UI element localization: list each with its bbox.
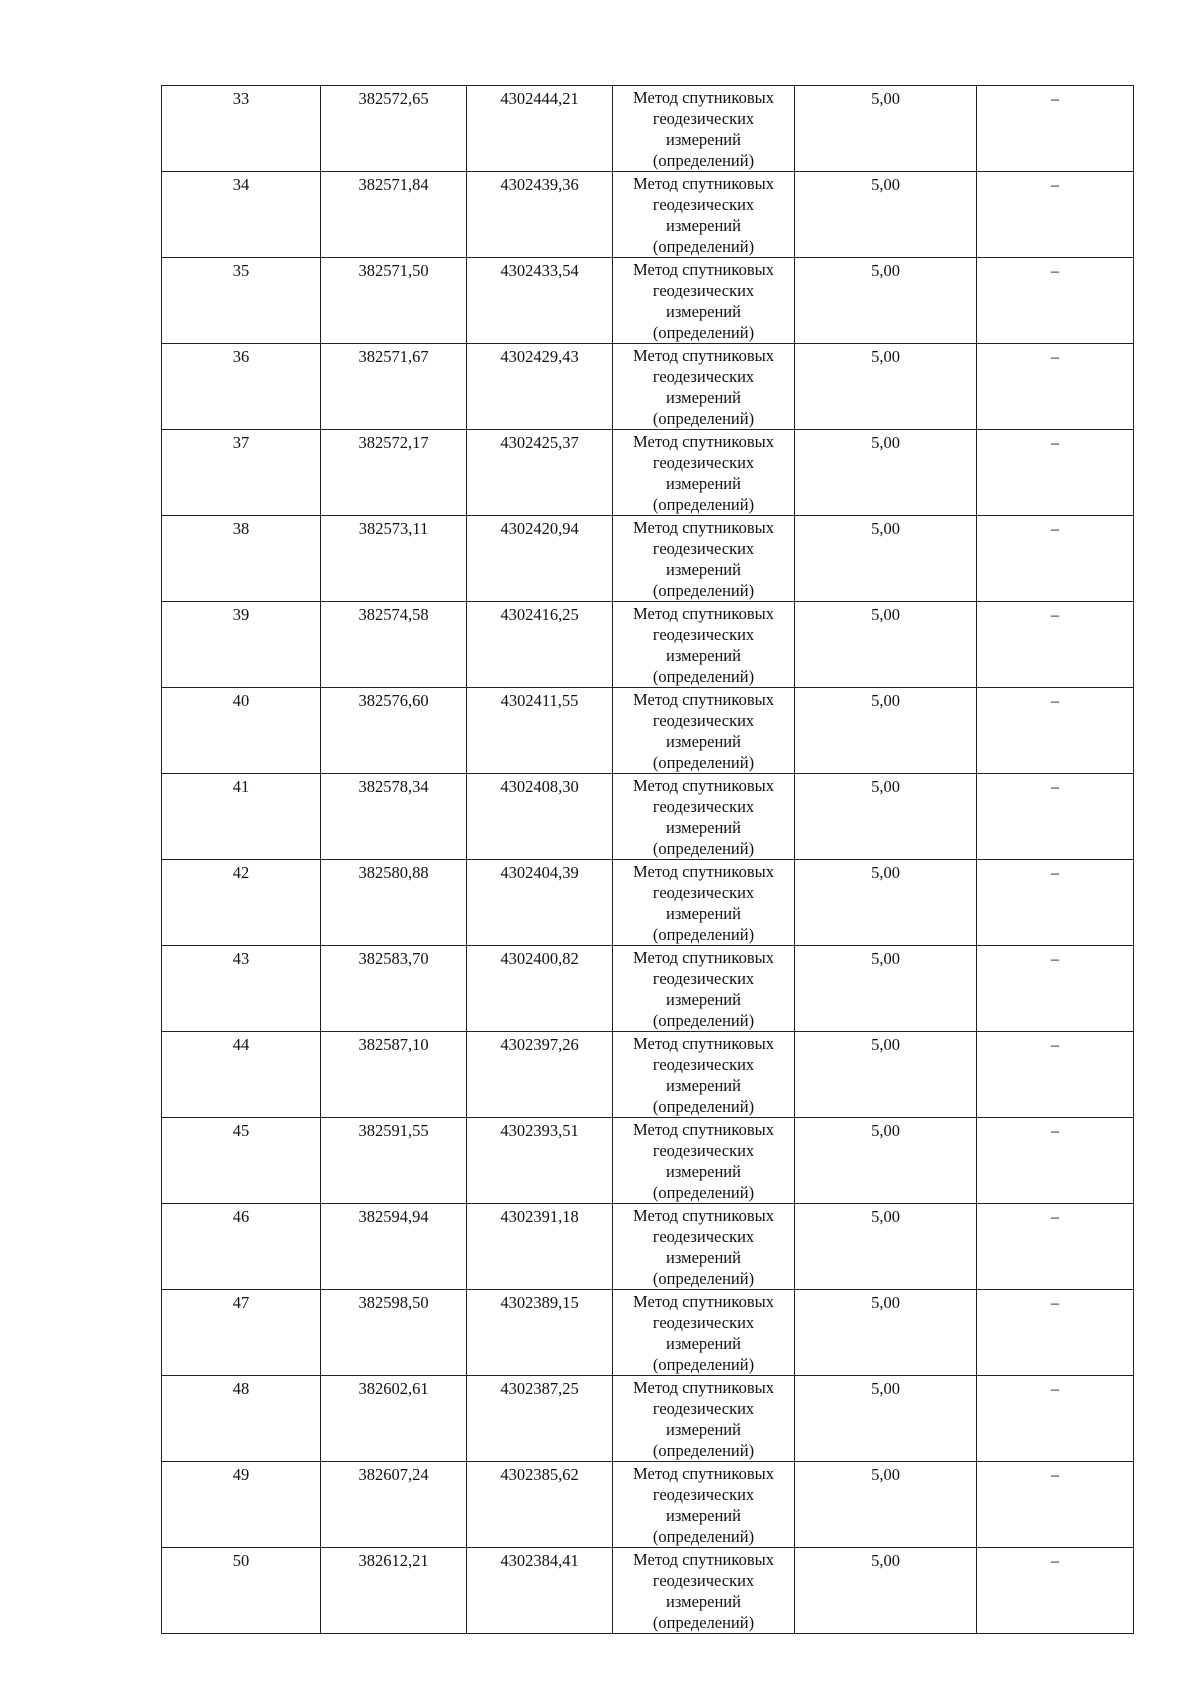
accuracy-cell: [795, 774, 977, 860]
accuracy-cell: [795, 1462, 977, 1548]
x-coordinate-cell: [321, 344, 467, 430]
point-number-cell: [162, 516, 321, 602]
method-cell: [613, 1376, 795, 1462]
method-cell: [613, 602, 795, 688]
x-coordinate-cell: [321, 172, 467, 258]
description-cell-text: –: [1050, 691, 1060, 710]
method-cell-text: Метод спутниковых геодезических измерений (определений): [633, 1206, 774, 1288]
accuracy-cell: [795, 344, 977, 430]
method-cell: [613, 946, 795, 1032]
y-coordinate-cell-text: 4302387,25: [500, 1379, 579, 1398]
description-cell-text: –: [1050, 261, 1060, 280]
table-row: [162, 516, 1134, 602]
accuracy-cell: [795, 860, 977, 946]
x-coordinate-cell: [321, 516, 467, 602]
x-coordinate-cell-text: 382591,55: [358, 1121, 429, 1140]
accuracy-cell-text: 5,00: [871, 863, 900, 882]
coordinates-table-body: [162, 86, 1134, 1634]
point-number-cell-text: 48: [232, 1379, 250, 1398]
description-cell: [977, 860, 1134, 946]
table-row: [162, 1290, 1134, 1376]
y-coordinate-cell-text: 4302439,36: [500, 175, 579, 194]
point-number-cell: [162, 1548, 321, 1634]
method-cell: [613, 688, 795, 774]
description-cell-text: –: [1050, 433, 1060, 452]
description-cell: [977, 86, 1134, 172]
y-coordinate-cell-text: 4302393,51: [500, 1121, 579, 1140]
description-cell: [977, 258, 1134, 344]
accuracy-cell-text: 5,00: [871, 1035, 900, 1054]
accuracy-cell: [795, 1376, 977, 1462]
point-number-cell: [162, 430, 321, 516]
x-coordinate-cell: [321, 430, 467, 516]
accuracy-cell: [795, 172, 977, 258]
accuracy-cell-text: 5,00: [871, 1465, 900, 1484]
table-row: [162, 1376, 1134, 1462]
method-cell: [613, 1462, 795, 1548]
x-coordinate-cell-text: 382598,50: [358, 1293, 429, 1312]
point-number-cell-text: 42: [232, 863, 250, 882]
accuracy-cell: [795, 1548, 977, 1634]
method-cell: [613, 516, 795, 602]
accuracy-cell-text: 5,00: [871, 949, 900, 968]
method-cell-text: Метод спутниковых геодезических измерений (определений): [633, 948, 774, 1030]
coordinates-table: [161, 85, 1134, 1634]
point-number-cell-text: 45: [232, 1121, 250, 1140]
point-number-cell: [162, 344, 321, 430]
table-row: [162, 946, 1134, 1032]
x-coordinate-cell-text: 382578,34: [358, 777, 429, 796]
description-cell: [977, 516, 1134, 602]
accuracy-cell-text: 5,00: [871, 605, 900, 624]
point-number-cell-text: 44: [232, 1035, 250, 1054]
x-coordinate-cell-text: 382583,70: [358, 949, 429, 968]
point-number-cell-text: 50: [232, 1551, 250, 1570]
accuracy-cell: [795, 1204, 977, 1290]
description-cell: [977, 1548, 1134, 1634]
accuracy-cell: [795, 946, 977, 1032]
x-coordinate-cell: [321, 774, 467, 860]
point-number-cell: [162, 1462, 321, 1548]
description-cell-text: –: [1050, 949, 1060, 968]
y-coordinate-cell-text: 4302384,41: [500, 1551, 579, 1570]
description-cell-text: –: [1050, 1035, 1060, 1054]
accuracy-cell: [795, 258, 977, 344]
point-number-cell: [162, 1204, 321, 1290]
y-coordinate-cell-text: 4302400,82: [500, 949, 579, 968]
method-cell-text: Метод спутниковых геодезических измерений (определений): [633, 174, 774, 256]
point-number-cell: [162, 688, 321, 774]
method-cell: [613, 86, 795, 172]
point-number-cell-text: 40: [232, 691, 250, 710]
y-coordinate-cell: [467, 1376, 613, 1462]
y-coordinate-cell-text: 4302411,55: [500, 691, 579, 710]
y-coordinate-cell: [467, 774, 613, 860]
x-coordinate-cell: [321, 860, 467, 946]
description-cell: [977, 430, 1134, 516]
method-cell: [613, 344, 795, 430]
description-cell: [977, 1290, 1134, 1376]
x-coordinate-cell-text: 382572,17: [358, 433, 429, 452]
table-row: [162, 1548, 1134, 1634]
table-row: [162, 430, 1134, 516]
x-coordinate-cell: [321, 86, 467, 172]
point-number-cell-text: 37: [232, 433, 250, 452]
method-cell-text: Метод спутниковых геодезических измерений (определений): [633, 88, 774, 170]
y-coordinate-cell: [467, 1032, 613, 1118]
x-coordinate-cell: [321, 1204, 467, 1290]
description-cell: [977, 1376, 1134, 1462]
y-coordinate-cell: [467, 1118, 613, 1204]
method-cell: [613, 430, 795, 516]
method-cell-text: Метод спутниковых геодезических измерений (определений): [633, 1550, 774, 1632]
x-coordinate-cell: [321, 1032, 467, 1118]
table-row: [162, 258, 1134, 344]
description-cell-text: –: [1050, 519, 1060, 538]
y-coordinate-cell-text: 4302420,94: [500, 519, 579, 538]
method-cell-text: Метод спутниковых геодезических измерений (определений): [633, 690, 774, 772]
point-number-cell-text: 34: [232, 175, 250, 194]
method-cell: [613, 1290, 795, 1376]
description-cell-text: –: [1050, 347, 1060, 366]
method-cell-text: Метод спутниковых геодезических измерений (определений): [633, 862, 774, 944]
accuracy-cell-text: 5,00: [871, 89, 900, 108]
point-number-cell: [162, 1376, 321, 1462]
description-cell-text: –: [1050, 1293, 1060, 1312]
point-number-cell-text: 36: [232, 347, 250, 366]
description-cell-text: –: [1050, 777, 1060, 796]
y-coordinate-cell-text: 4302425,37: [500, 433, 579, 452]
method-cell-text: Метод спутниковых геодезических измерений (определений): [633, 346, 774, 428]
y-coordinate-cell-text: 4302416,25: [500, 605, 579, 624]
description-cell: [977, 1032, 1134, 1118]
method-cell-text: Метод спутниковых геодезических измерений (определений): [633, 260, 774, 342]
table-row: [162, 774, 1134, 860]
y-coordinate-cell: [467, 172, 613, 258]
x-coordinate-cell-text: 382580,88: [358, 863, 429, 882]
y-coordinate-cell: [467, 430, 613, 516]
y-coordinate-cell-text: 4302429,43: [500, 347, 579, 366]
y-coordinate-cell-text: 4302433,54: [500, 261, 579, 280]
y-coordinate-cell: [467, 1290, 613, 1376]
description-cell-text: –: [1050, 1551, 1060, 1570]
point-number-cell-text: 41: [232, 777, 250, 796]
method-cell: [613, 172, 795, 258]
table-row: [162, 172, 1134, 258]
accuracy-cell: [795, 516, 977, 602]
point-number-cell-text: 39: [232, 605, 250, 624]
point-number-cell: [162, 86, 321, 172]
table-row: [162, 1118, 1134, 1204]
point-number-cell-text: 43: [232, 949, 250, 968]
accuracy-cell: [795, 1118, 977, 1204]
description-cell: [977, 172, 1134, 258]
y-coordinate-cell: [467, 688, 613, 774]
description-cell: [977, 1462, 1134, 1548]
x-coordinate-cell-text: 382612,21: [358, 1551, 429, 1570]
point-number-cell: [162, 258, 321, 344]
x-coordinate-cell: [321, 1462, 467, 1548]
point-number-cell: [162, 602, 321, 688]
y-coordinate-cell-text: 4302389,15: [500, 1293, 579, 1312]
point-number-cell-text: 38: [232, 519, 250, 538]
method-cell-text: Метод спутниковых геодезических измерений (определений): [633, 1378, 774, 1460]
y-coordinate-cell: [467, 860, 613, 946]
x-coordinate-cell: [321, 946, 467, 1032]
y-coordinate-cell-text: 4302391,18: [500, 1207, 579, 1226]
x-coordinate-cell-text: 382602,61: [358, 1379, 429, 1398]
method-cell: [613, 774, 795, 860]
y-coordinate-cell: [467, 1548, 613, 1634]
accuracy-cell: [795, 1290, 977, 1376]
x-coordinate-cell-text: 382607,24: [358, 1465, 429, 1484]
y-coordinate-cell: [467, 946, 613, 1032]
accuracy-cell-text: 5,00: [871, 433, 900, 452]
accuracy-cell-text: 5,00: [871, 1121, 900, 1140]
method-cell: [613, 1118, 795, 1204]
x-coordinate-cell-text: 382594,94: [358, 1207, 429, 1226]
accuracy-cell-text: 5,00: [871, 1207, 900, 1226]
accuracy-cell-text: 5,00: [871, 777, 900, 796]
description-cell: [977, 688, 1134, 774]
description-cell-text: –: [1050, 1207, 1060, 1226]
y-coordinate-cell: [467, 1462, 613, 1548]
accuracy-cell: [795, 602, 977, 688]
accuracy-cell-text: 5,00: [871, 347, 900, 366]
description-cell: [977, 602, 1134, 688]
description-cell-text: –: [1050, 1465, 1060, 1484]
x-coordinate-cell: [321, 1548, 467, 1634]
y-coordinate-cell: [467, 344, 613, 430]
description-cell-text: –: [1050, 175, 1060, 194]
method-cell-text: Метод спутниковых геодезических измерений (определений): [633, 1292, 774, 1374]
accuracy-cell-text: 5,00: [871, 1293, 900, 1312]
table-row: [162, 1032, 1134, 1118]
description-cell: [977, 1204, 1134, 1290]
accuracy-cell: [795, 430, 977, 516]
y-coordinate-cell-text: 4302408,30: [500, 777, 579, 796]
description-cell: [977, 344, 1134, 430]
accuracy-cell-text: 5,00: [871, 261, 900, 280]
table-row: [162, 1462, 1134, 1548]
x-coordinate-cell: [321, 258, 467, 344]
y-coordinate-cell: [467, 86, 613, 172]
description-cell-text: –: [1050, 1121, 1060, 1140]
method-cell: [613, 1548, 795, 1634]
method-cell-text: Метод спутниковых геодезических измерений (определений): [633, 1464, 774, 1546]
description-cell-text: –: [1050, 863, 1060, 882]
point-number-cell: [162, 1118, 321, 1204]
accuracy-cell: [795, 86, 977, 172]
method-cell-text: Метод спутниковых геодезических измерений (определений): [633, 518, 774, 600]
description-cell-text: –: [1050, 89, 1060, 108]
method-cell: [613, 1032, 795, 1118]
x-coordinate-cell: [321, 602, 467, 688]
y-coordinate-cell-text: 4302444,21: [500, 89, 579, 108]
method-cell-text: Метод спутниковых геодезических измерений (определений): [633, 776, 774, 858]
description-cell-text: –: [1050, 1379, 1060, 1398]
point-number-cell-text: 46: [232, 1207, 250, 1226]
point-number-cell-text: 49: [232, 1465, 250, 1484]
point-number-cell: [162, 1290, 321, 1376]
x-coordinate-cell-text: 382572,65: [358, 89, 429, 108]
y-coordinate-cell: [467, 258, 613, 344]
method-cell-text: Метод спутниковых геодезических измерений (определений): [633, 432, 774, 514]
accuracy-cell: [795, 688, 977, 774]
point-number-cell-text: 33: [232, 89, 250, 108]
method-cell: [613, 258, 795, 344]
table-row: [162, 86, 1134, 172]
x-coordinate-cell-text: 382571,50: [358, 261, 429, 280]
description-cell: [977, 774, 1134, 860]
y-coordinate-cell: [467, 1204, 613, 1290]
method-cell: [613, 1204, 795, 1290]
table-row: [162, 688, 1134, 774]
description-cell: [977, 946, 1134, 1032]
point-number-cell: [162, 946, 321, 1032]
point-number-cell: [162, 860, 321, 946]
description-cell: [977, 1118, 1134, 1204]
x-coordinate-cell: [321, 688, 467, 774]
method-cell-text: Метод спутниковых геодезических измерений (определений): [633, 1034, 774, 1116]
table-row: [162, 344, 1134, 430]
point-number-cell-text: 35: [232, 261, 250, 280]
accuracy-cell-text: 5,00: [871, 1551, 900, 1570]
accuracy-cell-text: 5,00: [871, 1379, 900, 1398]
y-coordinate-cell: [467, 516, 613, 602]
description-cell-text: –: [1050, 605, 1060, 624]
method-cell-text: Метод спутниковых геодезических измерений (определений): [633, 1120, 774, 1202]
table-row: [162, 1204, 1134, 1290]
table-row: [162, 602, 1134, 688]
y-coordinate-cell-text: 4302397,26: [500, 1035, 579, 1054]
x-coordinate-cell: [321, 1376, 467, 1462]
method-cell-text: Метод спутниковых геодезических измерений (определений): [633, 604, 774, 686]
method-cell: [613, 860, 795, 946]
x-coordinate-cell-text: 382576,60: [358, 691, 429, 710]
accuracy-cell-text: 5,00: [871, 519, 900, 538]
accuracy-cell: [795, 1032, 977, 1118]
x-coordinate-cell-text: 382573,11: [358, 519, 429, 538]
y-coordinate-cell-text: 4302385,62: [500, 1465, 579, 1484]
y-coordinate-cell-text: 4302404,39: [500, 863, 579, 882]
y-coordinate-cell: [467, 602, 613, 688]
accuracy-cell-text: 5,00: [871, 691, 900, 710]
point-number-cell: [162, 172, 321, 258]
table-row: [162, 860, 1134, 946]
x-coordinate-cell-text: 382571,84: [358, 175, 429, 194]
x-coordinate-cell-text: 382571,67: [358, 347, 429, 366]
point-number-cell: [162, 774, 321, 860]
x-coordinate-cell-text: 382587,10: [358, 1035, 429, 1054]
point-number-cell-text: 47: [232, 1293, 250, 1312]
x-coordinate-cell: [321, 1290, 467, 1376]
point-number-cell: [162, 1032, 321, 1118]
x-coordinate-cell-text: 382574,58: [358, 605, 429, 624]
accuracy-cell-text: 5,00: [871, 175, 900, 194]
x-coordinate-cell: [321, 1118, 467, 1204]
